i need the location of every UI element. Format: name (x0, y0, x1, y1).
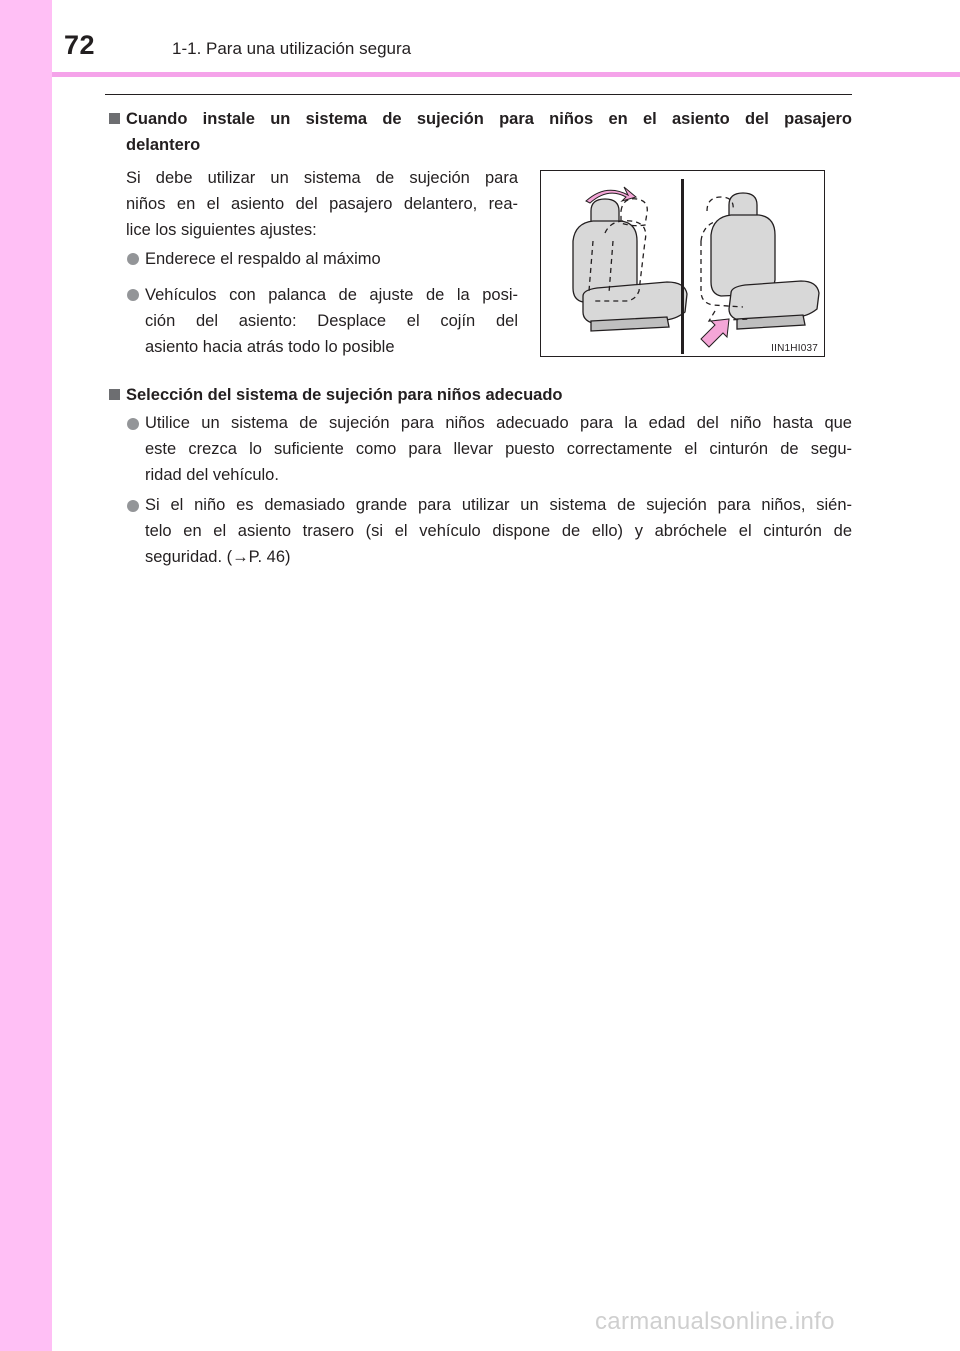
footer-watermark: carmanualsonline.info (595, 1308, 835, 1335)
intro-line: niños en el asiento del pasajero delantero, rea- (126, 195, 518, 213)
bullet-dot-icon (127, 500, 139, 512)
section2-heading-text: Selección del sistema de sujeción para niños adecuado (126, 386, 563, 404)
intro-line: lice los siguientes ajustes: (126, 221, 317, 239)
header-divider (52, 72, 960, 77)
intro-line: Si debe utilizar un sistema de sujeción para (126, 169, 518, 187)
s2-bullet1-line: este crezca lo suficiente como para llevar puesto correctamente el cinturón de segu- (145, 440, 852, 458)
section1-intro (126, 165, 518, 243)
square-bullet-icon (109, 389, 120, 400)
section1-bullet1: Enderece el respaldo al máximo (145, 250, 381, 268)
s2-bullet2-line: telo en el asiento trasero (si el vehículo dispone de ello) y abróchele el cinturón de (145, 522, 852, 540)
side-color-band (0, 0, 52, 1351)
bullet-dot-icon (127, 418, 139, 430)
section-title: 1-1. Para una utilización segura (172, 39, 412, 58)
page-number: 72 (64, 30, 96, 60)
section1-heading-line2: delantero (126, 136, 201, 154)
s2-bullet2-line: seguridad. (→P. 46) (145, 548, 291, 566)
seat-illustration-icon (541, 171, 824, 356)
right-seat-shape (711, 193, 819, 329)
bullet2-line: Vehículos con palanca de ajuste de la posi- (145, 286, 518, 304)
bullet2-line: ción del asiento: Desplace el cojín del (145, 312, 518, 330)
bullet2-line: asiento hacia atrás todo lo posible (145, 338, 395, 356)
left-seat-shape (573, 199, 687, 331)
push-arrow-icon (701, 319, 729, 347)
bullet-dot-icon (127, 253, 139, 265)
figure-code: IIN1HI037 (771, 343, 818, 354)
s2-bullet1-line: ridad del vehículo. (145, 466, 279, 484)
section2-bullet1 (145, 410, 852, 488)
seat-adjustment-figure (540, 170, 825, 357)
s2-bullet1-line: Utilice un sistema de sujeción para niños adecuado para la edad del niño hasta que (145, 414, 852, 432)
figure-divider (681, 179, 684, 354)
section1-heading-line1: Cuando instale un sistema de sujeción para niños en el asiento del pasajero (126, 110, 852, 128)
s2-bullet2-line: Si el niño es demasiado grande para utilizar un sistema de sujeción para niños, sién- (145, 496, 852, 514)
content-rule (105, 94, 852, 95)
square-bullet-icon (109, 113, 120, 124)
section2-bullet2 (145, 492, 852, 570)
section1-bullet2 (145, 282, 518, 360)
bullet-dot-icon (127, 289, 139, 301)
